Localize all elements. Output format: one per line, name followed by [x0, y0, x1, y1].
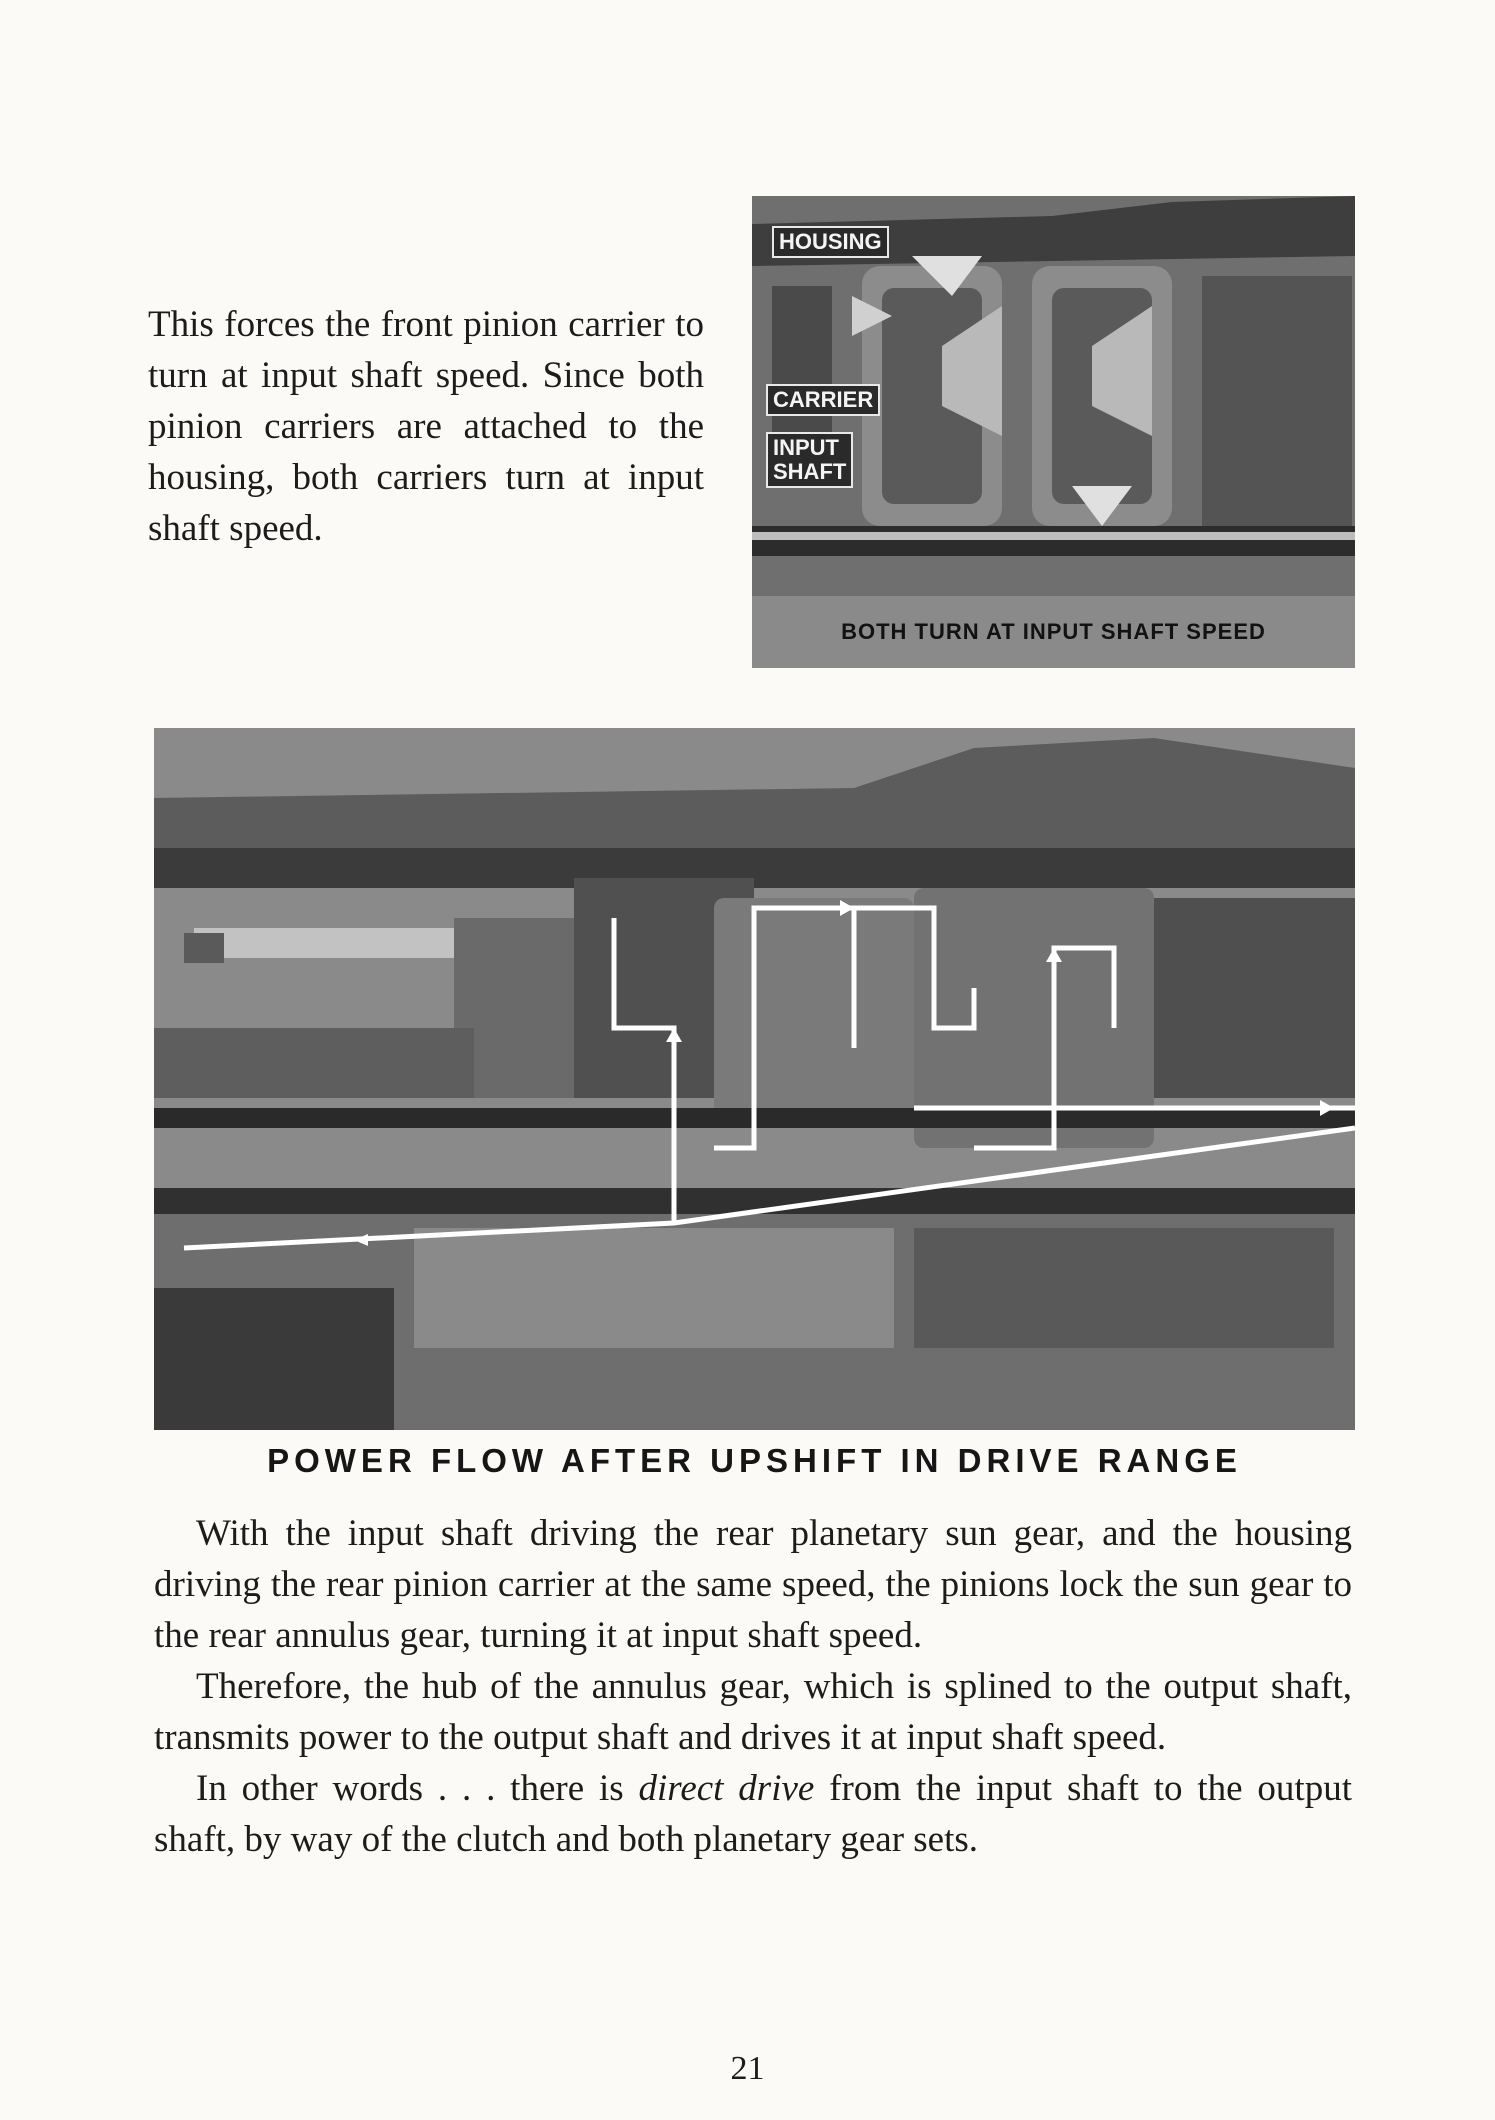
input-shaft-label-line2: SHAFT	[773, 459, 847, 484]
main-figure-caption: POWER FLOW AFTER UPSHIFT IN DRIVE RANGE	[267, 1442, 1242, 1479]
p3-lead: In other words . . . there is	[196, 1768, 639, 1809]
p3-tail: from the input shaft to the output shaft, by way of the clutch and both planetary gear sets.	[154, 1768, 1352, 1860]
input-shaft-label	[766, 432, 853, 488]
body-paragraph-1: With the input shaft driving the rear planetary sun gear, and the housing driving the rear pinion carrier at the same speed, the pinions lock the sun gear to the rear annulus gear, turning it at input shaft speed.	[154, 1513, 1352, 1656]
input-shaft-label-line1: INPUT	[773, 435, 839, 460]
top-illustration	[752, 196, 1355, 668]
transmission-cutaway-drawing	[154, 728, 1355, 1430]
page-number: 21	[730, 2050, 765, 2087]
body-paragraph-2: Therefore, the hub of the annulus gear, which is splined to the output shaft, transmits power to the output shaft and drives it at input shaft speed.	[154, 1666, 1352, 1758]
body-text	[154, 1508, 1352, 1865]
top-figure-caption: BOTH TURN AT INPUT SHAFT SPEED	[752, 596, 1355, 668]
housing-label: HOUSING	[772, 226, 889, 258]
direct-drive-emphasis: direct drive	[638, 1768, 815, 1809]
intro-paragraph: This forces the front pinion carrier to turn at input shaft speed. Since both pinion carriers are attached to the housing, both carriers turn at input shaft speed.	[148, 304, 704, 549]
power-flow-illustration	[154, 728, 1355, 1430]
carrier-label: CARRIER	[766, 384, 880, 416]
body-paragraph-3	[154, 1763, 1352, 1865]
